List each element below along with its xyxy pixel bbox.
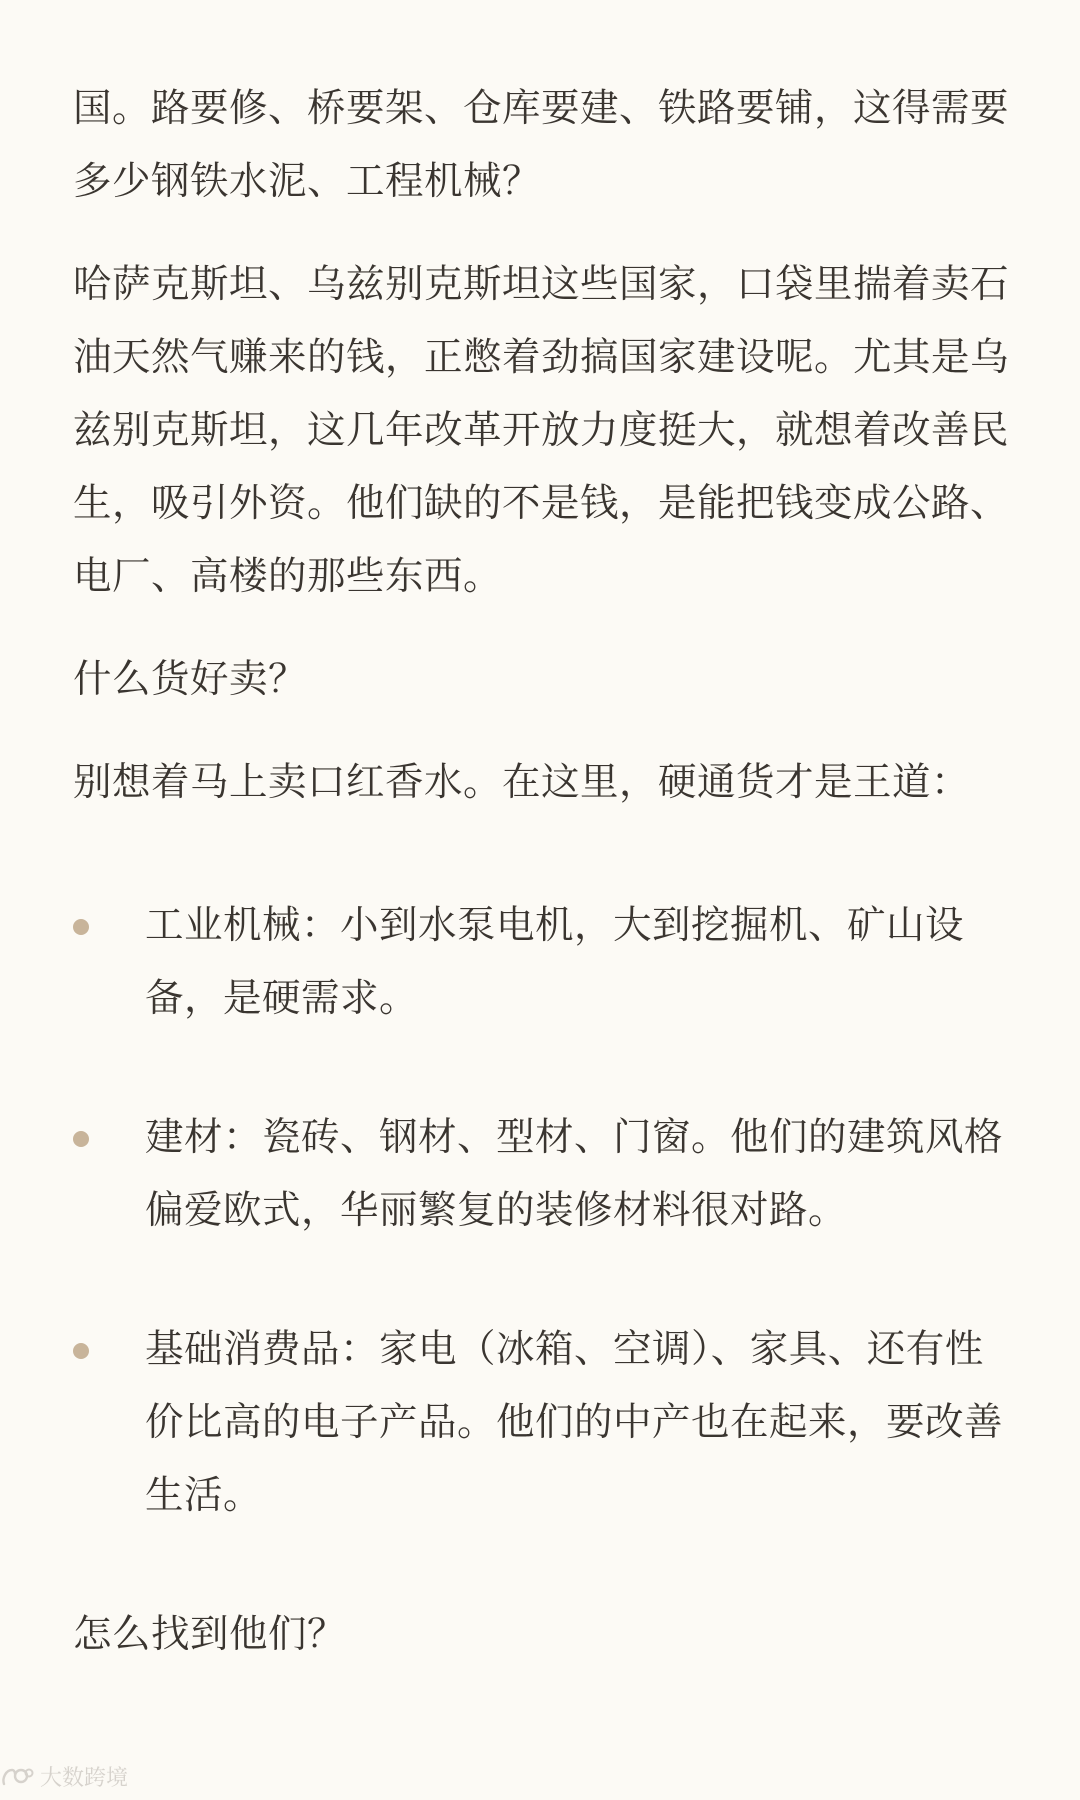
watermark-text: 大数跨境 xyxy=(40,1766,129,1791)
list-item-text: 建材：瓷砖、钢材、型材、门窗。他们的建筑风格偏爱欧式，华丽繁复的装修材料很对路。 xyxy=(145,1115,1004,1233)
list-item-text: 工业机械：小到水泵电机，大到挖掘机、矿山设备，是硬需求。 xyxy=(145,903,965,1021)
paragraph-intro: 国。路要修、桥要架、仓库要建、铁路要铺，这得需要多少钢铁水泥、工程机械？ xyxy=(73,86,1010,204)
brand-logo-icon xyxy=(0,1764,34,1790)
watermark xyxy=(0,1761,128,1792)
list-item xyxy=(73,1313,1013,1532)
list-item xyxy=(73,1101,1013,1247)
bullet-icon xyxy=(73,1343,89,1359)
article-body xyxy=(73,72,1013,1671)
heading-what-sells: 什么货好卖？ xyxy=(73,657,308,702)
list-item-text: 基础消费品：家电（冰箱、空调）、家具、还有性价比高的电子产品。他们的中产也在起来，要改善生活。 xyxy=(145,1327,1004,1518)
bullet-icon xyxy=(73,919,89,935)
paragraph-hard-goods: 别想着马上卖口红香水。在这里，硬通货才是王道： xyxy=(73,760,971,805)
list-item xyxy=(73,889,1013,1035)
paragraph-countries: 哈萨克斯坦、乌兹别克斯坦这些国家，口袋里揣着卖石油天然气赚来的钱，正憋着劲搞国家建设呢。尤其是乌兹别克斯坦，这几年改革开放力度挺大，就想着改善民生，吸引外资。他们缺的不是钱，是能把钱变成公路、电厂、高楼的那些东西。 xyxy=(73,262,1010,599)
bullet-icon xyxy=(73,1131,89,1147)
heading-how-to-find: 怎么找到他们？ xyxy=(73,1612,347,1657)
